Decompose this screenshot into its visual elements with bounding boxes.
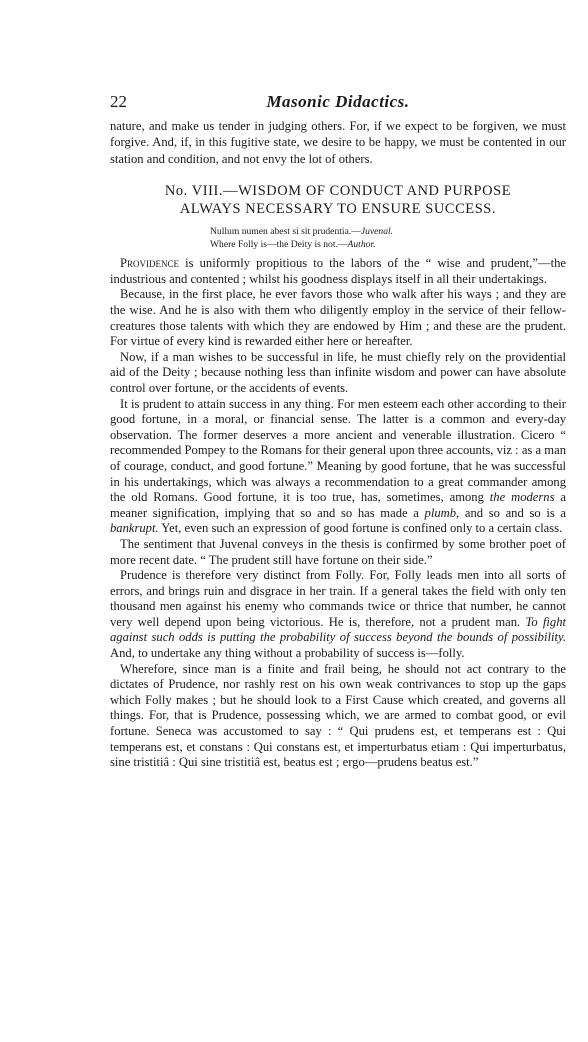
italic-text: To fight against such odds is putting the probability of success beyond the bounds of possibility. <box>110 614 566 645</box>
italic-text: plumb, <box>424 505 460 520</box>
epigraph-latin-text: Nullum numen abest si sit prudentia.— <box>210 226 361 238</box>
paragraph-wherefore: Wherefore, since man is a finite and frail being, he should not act contrary to the dictates of Prudence, nor rashly rest on his own weak contrivances to stop up the gaps which Folly makes ; but he should look to a First Cause which created, and governs all things. For, that is Prudence, possessing which, we are armed to combat good, or evil fortune. Seneca was accustomed to say : “ Qui prudens est, et temperans est : Qui temperans est, et constans : Qui constans est, et imperturbatus etiam : Qui imperturbatus, sine tristitiâ : Qui sine tristitiâ est, beatus est ; ergo—prudens beatus est.” <box>110 661 566 770</box>
section-title-line-1: No. VIII.—WISDOM OF CONDUCT AND PURPOSE <box>164 183 512 200</box>
epigraphs <box>210 225 566 251</box>
paragraph-text: It is prudent to attain success in any thing. For men esteem each other according to their good fortune, in a moral, or financial sense. The latter is a common and every-day observation. The former deserves a more ancient and venerable illustration. Cicero “ recommended Pompey to the Romans for their general upon three accounts, viz : as a man of courage, conduct, and good fortune.” Meaning by good fortune, that he was successful in his undertakings, which was always a recommendation to a great commander among the old Romans. Good fortune, it is too true, has, sometimes, among <box>110 396 566 505</box>
running-title: Masonic Didactics. <box>266 92 410 111</box>
page-number: 22 <box>110 92 127 111</box>
page-header <box>110 92 566 118</box>
continuation-paragraph: nature, and make us tender in judging others. For, if we expect to be forgiven, we must forgive. And, if, in this fugitive state, we desire to be happy, we must be contented in our station and condition, and not envy the lot of others. <box>110 119 566 166</box>
paragraph-because: Because, in the first place, he ever favors those who walk after his ways ; and they are the wise. And he is also with them who diligently employ in the service of their fellow-creatures those talents with which they are endowed by Him ; and these are the prudent. For virtue of every kind is rewarded either here or hereafter. <box>110 287 566 349</box>
paragraph-prudent-success <box>110 397 566 537</box>
paragraph-folly <box>110 568 566 662</box>
lead-word: Providence <box>120 256 180 271</box>
paragraph-text: and so and so is a <box>459 505 566 520</box>
epigraph-english-source: Author. <box>347 239 376 251</box>
epigraph-english-text: Where Folly is—the Deity is not.— <box>210 239 348 251</box>
paragraph-text: Yet, even such an expression of good fortune is confined only to a certain class. <box>158 521 563 536</box>
paragraph-text: Prudence is therefore very distinct from Folly. For, Folly leads men into all sorts of errors, and brings ruin and disgrace in her train. If a general takes the field with only ten thousand men against his enemy who commands twice or thrice that number, he cannot very well depend upon being victorious. He is, therefore, not a prudent man. <box>110 568 566 629</box>
epigraph-latin <box>210 225 566 238</box>
paragraph-now: Now, if a man wishes to be successful in life, he must chiefly rely on the providential aid of the Deity ; because nothing less than infinite wisdom and power can have absolute control over fortune, or the accidents of events. <box>110 349 566 395</box>
section-title <box>110 182 566 218</box>
paragraph-juvenal: The sentiment that Juvenal conveys in the thesis is confirmed by some brother poet of more recent date. “ The prudent still have fortune on their side.” <box>110 536 566 567</box>
italic-text: bankrupt. <box>110 521 159 536</box>
paragraph-text: is uniformly propitious to the labors of the “ wise and prudent,”—the industrious and contented ; whilst his goodness displays itself in all their undertakings. <box>110 256 566 286</box>
epigraph-english <box>210 238 566 251</box>
section-body <box>110 256 566 771</box>
book-page <box>110 92 566 771</box>
epigraph-latin-source: Juvenal. <box>360 226 394 238</box>
section-title-line-2: ALWAYS NECESSARY TO ENSURE SUCCESS. <box>179 201 497 218</box>
paragraph-text: a meaner signification, implying that so and so has made a <box>110 490 566 520</box>
italic-text: the moderns <box>489 490 555 505</box>
paragraph-text: And, to undertake any thing without a probability of success is—folly. <box>110 646 465 661</box>
paragraph-providence <box>110 256 566 287</box>
